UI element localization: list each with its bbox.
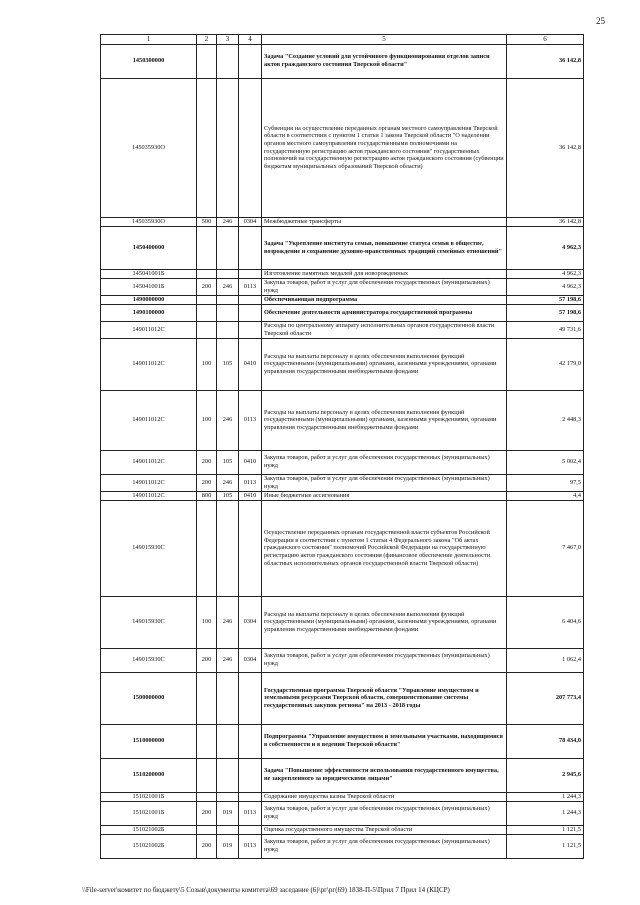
expense-type-cell: 200	[197, 278, 217, 295]
amount-cell: 2 448,3	[507, 390, 584, 450]
expense-type-cell	[197, 269, 217, 278]
section-code-cell	[239, 269, 262, 278]
table-row	[101, 269, 584, 278]
expense-type-cell: 200	[197, 474, 217, 491]
budget-code-cell: 151021002Б	[101, 834, 197, 858]
expense-type-cell: 100	[197, 338, 217, 390]
section-code-cell	[239, 78, 262, 217]
column-header: 6	[507, 35, 584, 45]
description-cell: Задача "Повышение эффективности использования государственного имущества, не закрепленного за юридическими лицами"	[262, 758, 507, 792]
budget-code-cell: 149011012С	[101, 474, 197, 491]
table-row	[101, 491, 584, 500]
expense-type-cell	[197, 500, 217, 596]
expense-type-cell	[197, 724, 217, 758]
ministry-code-cell: 246	[217, 648, 239, 672]
description-cell: Закупка товаров, работ и услуг для обеспечения государственных (муниципальных) нужд	[262, 834, 507, 858]
expense-type-cell	[197, 226, 217, 269]
ministry-code-cell: 246	[217, 217, 239, 226]
budget-table	[100, 34, 584, 859]
amount-cell: 4,4	[507, 491, 584, 500]
budget-code-cell: 151021001Б	[101, 792, 197, 801]
description-cell: Содержание имущества казны Тверской области	[262, 792, 507, 801]
ministry-code-cell: 019	[217, 834, 239, 858]
expense-type-cell	[197, 825, 217, 834]
table-row	[101, 672, 584, 724]
ministry-code-cell	[217, 672, 239, 724]
amount-cell: 57 198,6	[507, 295, 584, 304]
ministry-code-cell: 019	[217, 801, 239, 825]
amount-cell: 2 945,6	[507, 758, 584, 792]
description-cell: Подпрограмма "Управление имуществом и земельными участками, находящимися в собственности и в ведении Тверской области"	[262, 724, 507, 758]
table-row	[101, 217, 584, 226]
ministry-code-cell: 246	[217, 278, 239, 295]
section-code-cell	[239, 672, 262, 724]
table-row	[101, 801, 584, 825]
table-row	[101, 474, 584, 491]
budget-code-cell: 1510200000	[101, 758, 197, 792]
section-code-cell: 0410	[239, 450, 262, 474]
ministry-code-cell	[217, 500, 239, 596]
section-code-cell: 0113	[239, 474, 262, 491]
amount-cell: 97,5	[507, 474, 584, 491]
budget-code-cell: 1450400000	[101, 226, 197, 269]
amount-cell: 78 434,0	[507, 724, 584, 758]
section-code-cell: 0304	[239, 596, 262, 648]
ministry-code-cell	[217, 758, 239, 792]
expense-type-cell: 200	[197, 450, 217, 474]
description-cell: Задача "Укрепление института семьи, повышение статуса семьи в обществе, возрождение и сохранение духовно-нравственных традиций семейных отношений"	[262, 226, 507, 269]
file-path-footer: \\File-server\комитет по бюджету\5 Созыв\документы комитета\69 заседание (6)\рг\рг(69) 1838-П-5\Прил 7 Прил 14 (КЦСР)	[82, 886, 450, 894]
amount-cell: 42 179,0	[507, 338, 584, 390]
expense-type-cell	[197, 304, 217, 321]
table-header-row	[101, 35, 584, 45]
description-cell: Изготовление памятных медалей для новорожденных	[262, 269, 507, 278]
section-code-cell: 0113	[239, 390, 262, 450]
section-code-cell	[239, 758, 262, 792]
description-cell: Расходы по центральному аппарату исполнительных органов государственной власти Тверской области	[262, 321, 507, 338]
ministry-code-cell: 105	[217, 338, 239, 390]
table-row	[101, 792, 584, 801]
amount-cell: 57 198,6	[507, 304, 584, 321]
section-code-cell	[239, 500, 262, 596]
table-row	[101, 78, 584, 217]
description-cell: Обеспечение деятельности администратора государственной программы	[262, 304, 507, 321]
section-code-cell	[239, 304, 262, 321]
expense-type-cell: 200	[197, 834, 217, 858]
section-code-cell: 0410	[239, 491, 262, 500]
expense-type-cell	[197, 321, 217, 338]
expense-type-cell	[197, 295, 217, 304]
expense-type-cell: 800	[197, 491, 217, 500]
description-cell: Закупка товаров, работ и услуг для обеспечения государственных (муниципальных) нужд	[262, 801, 507, 825]
section-code-cell	[239, 295, 262, 304]
amount-cell: 4 962,3	[507, 269, 584, 278]
amount-cell: 4 962,3	[507, 226, 584, 269]
budget-code-cell: 149011012С	[101, 450, 197, 474]
ministry-code-cell: 105	[217, 491, 239, 500]
budget-code-cell: 149015930С	[101, 596, 197, 648]
amount-cell: 7 467,0	[507, 500, 584, 596]
column-header: 1	[101, 35, 197, 45]
column-header: 5	[262, 35, 507, 45]
budget-code-cell: 149011012С	[101, 321, 197, 338]
column-header: 2	[197, 35, 217, 45]
amount-cell: 1 121,5	[507, 825, 584, 834]
budget-code-cell: 149011012С	[101, 491, 197, 500]
description-cell: Расходы на выплаты персоналу в целях обеспечения выполнения функций государственными (муниципальными) органами, казенными учреждениями, органами управления государственными внебюджетными фондами	[262, 596, 507, 648]
column-header: 4	[239, 35, 262, 45]
description-cell: Закупка товаров, работ и услуг для обеспечения государственных (муниципальных) нужд	[262, 278, 507, 295]
table-row	[101, 338, 584, 390]
budget-code-cell: 1500000000	[101, 672, 197, 724]
table-row	[101, 226, 584, 269]
budget-code-cell: 1490000000	[101, 295, 197, 304]
table-row	[101, 758, 584, 792]
amount-cell: 36 142,8	[507, 78, 584, 217]
table-body	[101, 44, 584, 858]
description-cell: Межбюджетные трансферты	[262, 217, 507, 226]
budget-code-cell: 145035930О	[101, 217, 197, 226]
description-cell: Осуществление переданных органам государственной власти субъектов Российской Федерации в соответствии с пунктом 1 статьи 4 Федерального закона "Об актах гражданского состояния" полномочий Российской Федерации на государственную регистрацию актов гражданского состояния (финансовое обеспечение деятельности областных исполнительных органов государственной власти Тверской области)	[262, 500, 507, 596]
description-cell: Обеспечивающая подпрограмма	[262, 295, 507, 304]
amount-cell: 36 142,8	[507, 217, 584, 226]
description-cell: Расходы на выплаты персоналу в целях обеспечения выполнения функций государственными (муниципальными) органами, казенными учреждениями, органами управления государственными внебюджетными фондами	[262, 390, 507, 450]
budget-code-cell: 151021002Б	[101, 825, 197, 834]
table-row	[101, 724, 584, 758]
section-code-cell	[239, 825, 262, 834]
table-row	[101, 295, 584, 304]
amount-cell: 1 244,3	[507, 792, 584, 801]
budget-code-cell: 149011012С	[101, 390, 197, 450]
section-code-cell: 0410	[239, 338, 262, 390]
section-code-cell: 0113	[239, 278, 262, 295]
budget-code-cell: 145041001Б	[101, 269, 197, 278]
ministry-code-cell: 246	[217, 596, 239, 648]
table-row	[101, 825, 584, 834]
expense-type-cell	[197, 758, 217, 792]
ministry-code-cell	[217, 304, 239, 321]
amount-cell: 6 404,6	[507, 596, 584, 648]
ministry-code-cell	[217, 78, 239, 217]
page-number: 25	[596, 16, 605, 26]
table-row	[101, 321, 584, 338]
ministry-code-cell: 105	[217, 450, 239, 474]
ministry-code-cell	[217, 792, 239, 801]
expense-type-cell	[197, 672, 217, 724]
expense-type-cell: 500	[197, 217, 217, 226]
description-cell: Закупка товаров, работ и услуг для обеспечения государственных (муниципальных) нужд	[262, 474, 507, 491]
ministry-code-cell	[217, 724, 239, 758]
amount-cell: 36 142,8	[507, 44, 584, 78]
budget-code-cell: 1510000000	[101, 724, 197, 758]
amount-cell: 1 062,4	[507, 648, 584, 672]
ministry-code-cell	[217, 321, 239, 338]
expense-type-cell	[197, 44, 217, 78]
description-cell: Субвенция на осуществление переданных органам местного самоуправления Тверской области в соответствии с пунктом 1 статьи 1 закона Тверской области "О наделении органов местного самоуправления государственными полномочиями на государственную регистрацию актов гражданского состояния" государственных полномочий на государственную регистрацию актов гражданского состояния (субвенции бюджетам муниципальных образований Тверской области)	[262, 78, 507, 217]
description-cell: Закупка товаров, работ и услуг для обеспечения государственных (муниципальных) нужд	[262, 450, 507, 474]
table-row	[101, 278, 584, 295]
ministry-code-cell	[217, 226, 239, 269]
description-cell: Государственная программа Тверской области "Управление имуществом и земельными ресурсами Тверской области, совершенствование системы государственных закупок региона" на 2013 - 2018 годы	[262, 672, 507, 724]
amount-cell: 1 244,3	[507, 801, 584, 825]
table-row	[101, 44, 584, 78]
ministry-code-cell: 246	[217, 474, 239, 491]
expense-type-cell: 200	[197, 801, 217, 825]
budget-code-cell: 149011012С	[101, 338, 197, 390]
section-code-cell	[239, 226, 262, 269]
expense-type-cell	[197, 78, 217, 217]
section-code-cell: 0304	[239, 648, 262, 672]
ministry-code-cell	[217, 44, 239, 78]
expense-type-cell	[197, 792, 217, 801]
section-code-cell: 0113	[239, 801, 262, 825]
budget-code-cell: 145035930О	[101, 78, 197, 217]
budget-code-cell: 1490100000	[101, 304, 197, 321]
table-row	[101, 450, 584, 474]
amount-cell: 207 773,4	[507, 672, 584, 724]
ministry-code-cell	[217, 269, 239, 278]
section-code-cell: 0113	[239, 834, 262, 858]
section-code-cell	[239, 792, 262, 801]
description-cell: Задача "Создание условий для устойчивого функционирования отделов записи актов гражданского состояния Тверской области"	[262, 44, 507, 78]
amount-cell: 4 962,3	[507, 278, 584, 295]
budget-code-cell: 151021001Б	[101, 801, 197, 825]
description-cell: Расходы на выплаты персоналу в целях обеспечения выполнения функций государственными (муниципальными) органами, казенными учреждениями, органами управления государственными внебюджетными фондами	[262, 338, 507, 390]
table-row	[101, 390, 584, 450]
description-cell: Закупка товаров, работ и услуг для обеспечения государственных (муниципальных) нужд	[262, 648, 507, 672]
amount-cell: 5 002,4	[507, 450, 584, 474]
section-code-cell: 0304	[239, 217, 262, 226]
column-header: 3	[217, 35, 239, 45]
table-row	[101, 648, 584, 672]
expense-type-cell: 100	[197, 596, 217, 648]
description-cell: Иные бюджетные ассигнования	[262, 491, 507, 500]
expense-type-cell: 200	[197, 648, 217, 672]
ministry-code-cell	[217, 295, 239, 304]
budget-code-cell: 149015930С	[101, 648, 197, 672]
section-code-cell	[239, 44, 262, 78]
section-code-cell	[239, 321, 262, 338]
table-row	[101, 500, 584, 596]
budget-code-cell: 145041001Б	[101, 278, 197, 295]
expense-type-cell: 100	[197, 390, 217, 450]
section-code-cell	[239, 724, 262, 758]
table-row	[101, 304, 584, 321]
table-row	[101, 596, 584, 648]
budget-code-cell: 1450300000	[101, 44, 197, 78]
amount-cell: 1 121,5	[507, 834, 584, 858]
ministry-code-cell	[217, 825, 239, 834]
ministry-code-cell: 246	[217, 390, 239, 450]
budget-code-cell: 149015930С	[101, 500, 197, 596]
table-row	[101, 834, 584, 858]
description-cell: Оценка государственного имущества Тверской области	[262, 825, 507, 834]
amount-cell: 49 731,6	[507, 321, 584, 338]
